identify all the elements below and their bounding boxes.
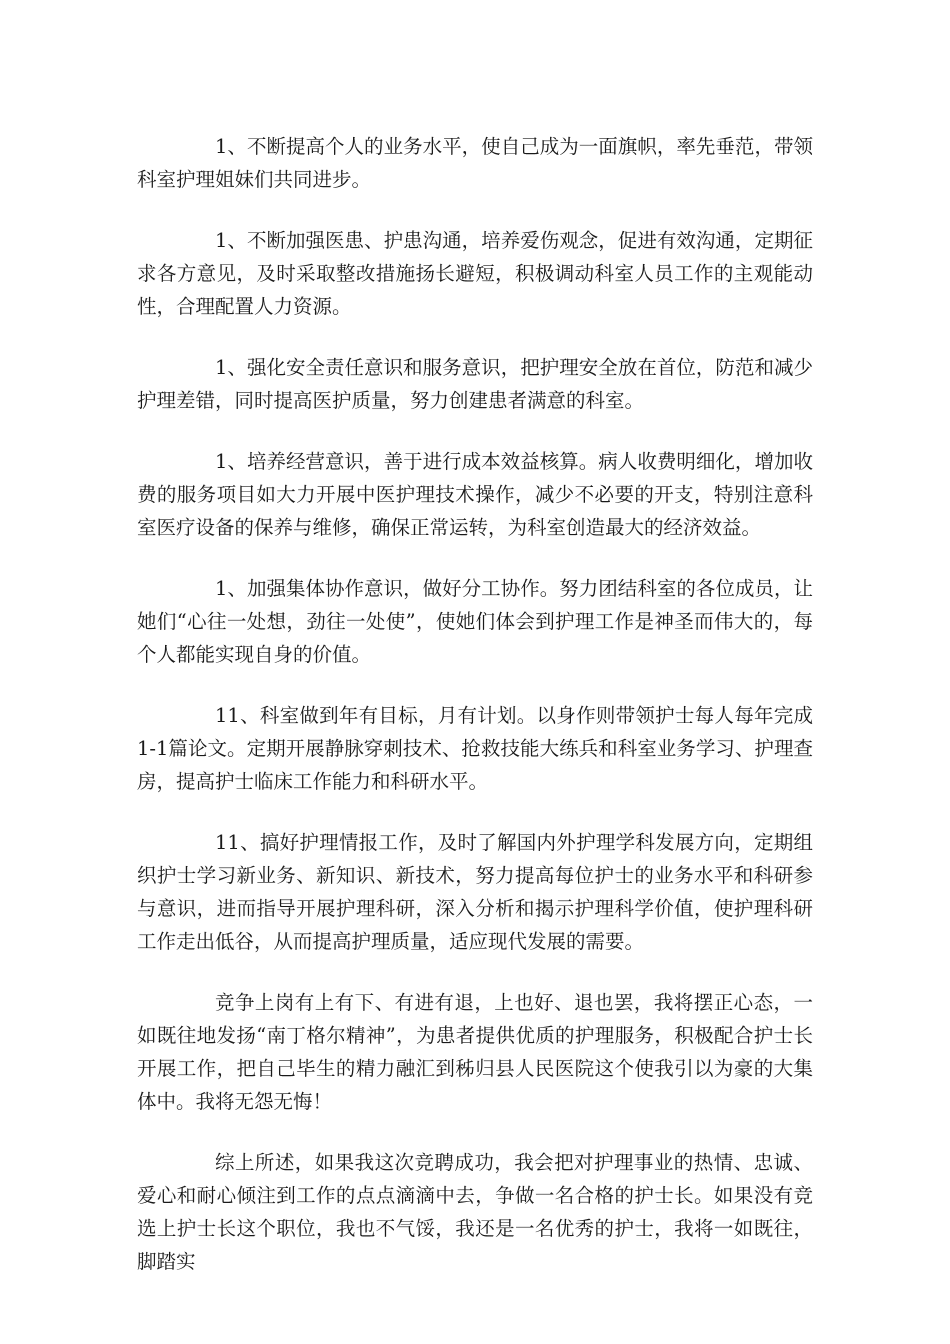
paragraph-2: 1、不断加强医患、护患沟通，培养爱伤观念，促进有效沟通，定期征求各方意见，及时采取整改措施扬长避短，积极调动科室人员工作的主观能动性，合理配置人力资源。 [137, 229, 813, 318]
paragraph-3: 1、强化安全责任意识和服务意识，把护理安全放在首位，防范和减少护理差错，同时提高医护质量，努力创建患者满意的科室。 [137, 356, 813, 412]
paragraph-7: 11、搞好护理情报工作，及时了解国内外护理学科发展方向，定期组织护士学习新业务、新知识、新技术，努力提高每位护士的业务水平和科研参与意识，进而指导开展护理科研，深入分析和揭示护理科学价值，使护理科研工作走出低谷，从而提高护理质量，适应现代发展的需要。 [137, 831, 813, 953]
paragraph-9: 综上所述，如果我这次竞聘成功，我会把对护理事业的热情、忠诚、爱心和耐心倾注到工作的点点滴滴中去，争做一名合格的护士长。如果没有竞选上护士长这个职位，我也不气馁，我还是一名优秀的护士，我将一如既往，脚踏实 [137, 1151, 813, 1273]
paragraph-8: 竞争上岗有上有下、有进有退，上也好、退也罢，我将摆正心态，一如既往地发扬“南丁格尔精神”，为患者提供优质的护理服务，积极配合护士长开展工作，把自己毕生的精力融汇到秭归县人民医院这个使我引以为豪的大集体中。我将无怨无悔！ [137, 991, 813, 1113]
paragraph-5: 1、加强集体协作意识，做好分工协作。努力团结科室的各位成员，让她们“心往一处想，劲往一处使”，使她们体会到护理工作是神圣而伟大的，每个人都能实现自身的价值。 [137, 577, 813, 666]
paragraph-6: 11、科室做到年有目标，月有计划。以身作则带领护士每人每年完成1-1篇论文。定期开展静脉穿刺技术、抢救技能大练兵和科室业务学习、护理查房，提高护士临床工作能力和科研水平。 [137, 704, 813, 793]
paragraph-4: 1、培养经营意识，善于进行成本效益核算。病人收费明细化，增加收费的服务项目如大力开展中医护理技术操作，减少不必要的开支，特别注意科室医疗设备的保养与维修，确保正常运转，为科室创造最大的经济效益。 [137, 450, 813, 539]
document-body [137, 130, 813, 1278]
paragraph-1: 1、不断提高个人的业务水平，使自己成为一面旗帜，率先垂范，带领科室护理姐妹们共同进步。 [137, 135, 813, 191]
